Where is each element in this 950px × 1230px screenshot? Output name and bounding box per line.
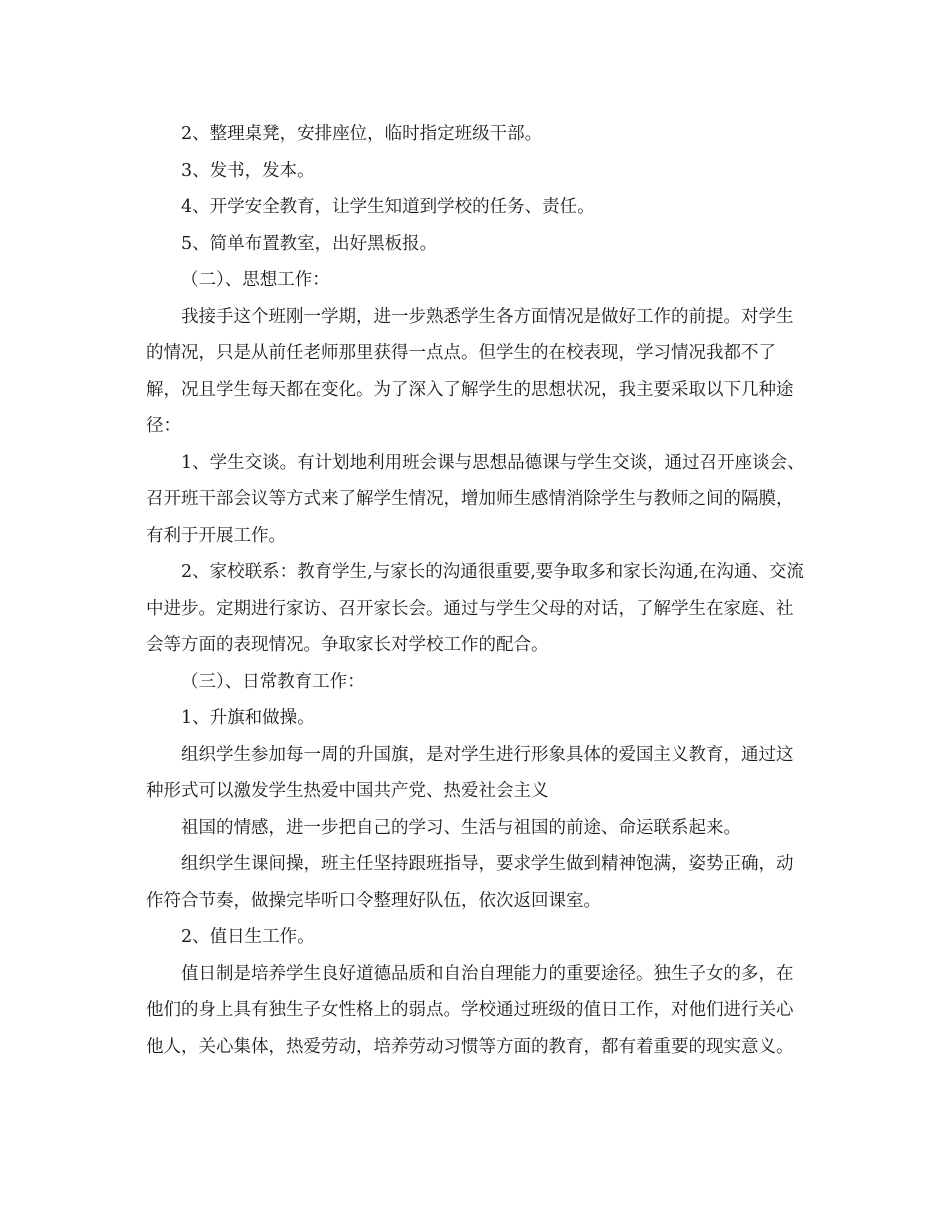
paragraph: 2、家校联系：教育学生,与家长的沟通很重要,要争取多和家长沟通,在沟通、交流中进步。定期进行家访、召开家长会。通过与学生父母的对话，了解学生在家庭、社会等方面的表现情况。争取家长对学校工作的配合。	[146, 562, 804, 655]
paragraph: 组织学生课间操，班主任坚持跟班指导，要求学生做到精神饱满，姿势正确，动作符合节奏，做操完毕听口令整理好队伍，依次返回课室。	[146, 854, 794, 911]
paragraph: 2、值日生工作。	[181, 927, 315, 947]
paragraph: 5、简单布置教室，出好黑板报。	[181, 233, 438, 254]
section-heading: （三）、日常教育工作：	[181, 671, 365, 692]
paragraph: 1、升旗和做操。	[181, 708, 315, 728]
paragraph: 组织学生参加每一周的升国旗，是对学生进行形象具体的爱国主义教育，通过这种形式可以激发学生热爱中国共产党、热爱社会主义	[146, 744, 794, 801]
paragraph: 1、学生交谈。有计划地利用班会课与思想品德课与学生交谈，通过召开座谈会、召开班干部会议等方式来了解学生情况，增加师生感情消除学生与教师之间的隔膜，有利于开展工作。	[146, 452, 805, 546]
paragraph: 值日制是培养学生良好道德品质和自治自理能力的重要途径。独生子女的多，在他们的身上具有独生子女性格上的弱点。学校通过班级的值日工作，对他们进行关心他人，关心集体，热爱劳动，培养劳动习惯等方面的教育，都有着重要的现实意义。	[146, 963, 794, 1057]
paragraph: 2、整理桌凳，安排座位，临时指定班级干部。	[181, 124, 543, 144]
section-heading: （二）、思想工作：	[181, 270, 330, 290]
paragraph: 祖国的情感，进一步把自己的学习、生活与祖国的前途、命运联系起来。	[181, 817, 741, 838]
paragraph: 我接手这个班刚一学期，进一步熟悉学生各方面情况是做好工作的前提。对学生的情况，只是从前任老师那里获得一点点。但学生的在校表现，学习情况我都不了解，况且学生每天都在变化。为了深入了解学生的思想状况，我主要采取以下几种途径：	[146, 306, 794, 436]
document-body	[146, 116, 808, 1065]
paragraph: 4、开学安全教育，让学生知道到学校的任务、责任。	[181, 197, 595, 217]
paragraph: 3、发书，发本。	[181, 160, 315, 181]
